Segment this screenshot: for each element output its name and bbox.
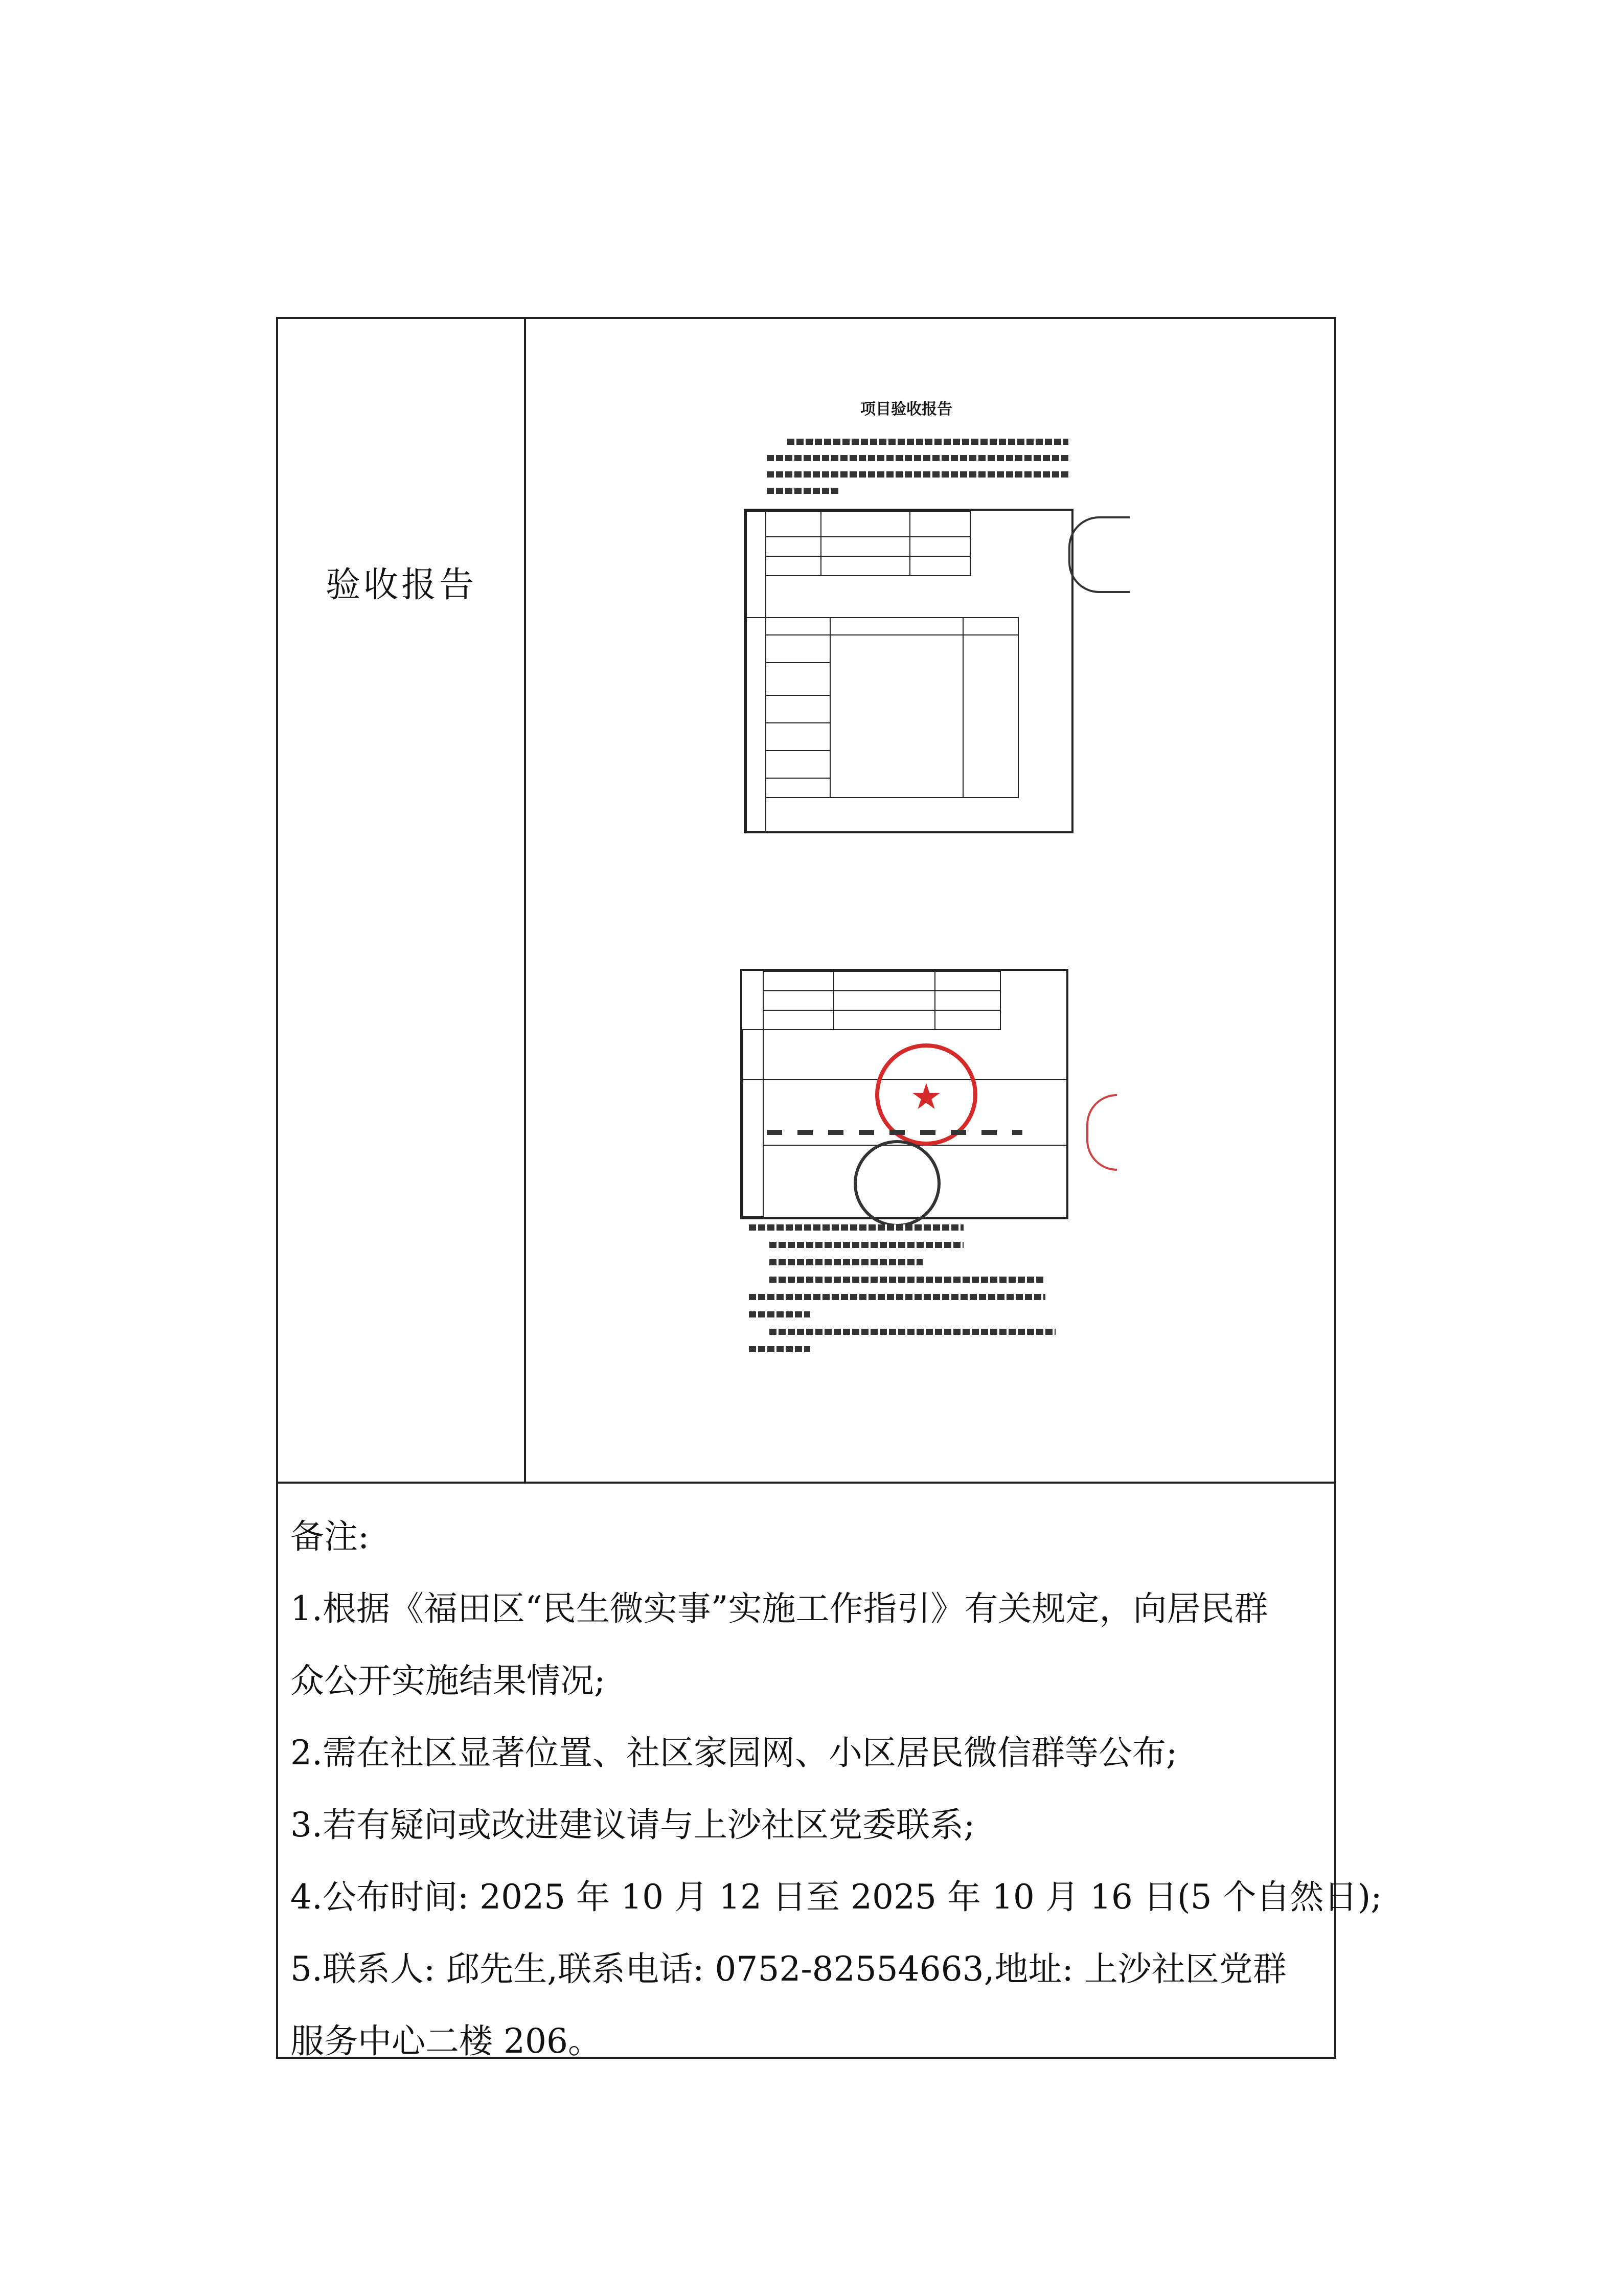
column-divider bbox=[524, 317, 526, 1484]
row-divider bbox=[276, 1482, 1336, 1484]
embedded-report-table-1 bbox=[744, 509, 1073, 833]
notes-section bbox=[290, 1501, 1382, 2077]
official-seal-red-icon: ★ bbox=[875, 1043, 977, 1146]
partial-stamp-icon bbox=[1068, 516, 1130, 593]
note-line: 2.需在社区显著位置、社区家园网、小区居民微信群等公布; bbox=[290, 1733, 1178, 1772]
note-line: 1.根据《福田区“民生微实事”实施工作指引》有关规定，向居民群 bbox=[290, 1589, 1268, 1628]
note-line: 众公开实施结果情况; bbox=[290, 1661, 606, 1700]
acceptance-report-label: 验收报告 bbox=[325, 565, 477, 605]
note-line: 5.联系人: 邱先生,联系电话: 0752-82554663,地址: 上沙社区党群 bbox=[290, 1949, 1287, 1989]
embedded-report-intro bbox=[767, 439, 1068, 494]
official-seal-black-icon bbox=[854, 1140, 941, 1227]
embedded-report-footnotes bbox=[749, 1224, 1056, 1352]
note-line: 4.公布时间: 2025 年 10 月 12 日至 2025 年 10 月 16 日(5 个自然日); bbox=[290, 1877, 1382, 1917]
note-line: 3.若有疑问或改进建议请与上沙社区党委联系; bbox=[290, 1805, 975, 1845]
embedded-report-title: 项目验收报告 bbox=[860, 400, 952, 418]
note-line: 服务中心二楼 206。 bbox=[290, 2021, 602, 2061]
signature-line bbox=[767, 1130, 1022, 1135]
notes-heading: 备注: bbox=[290, 1517, 370, 1556]
